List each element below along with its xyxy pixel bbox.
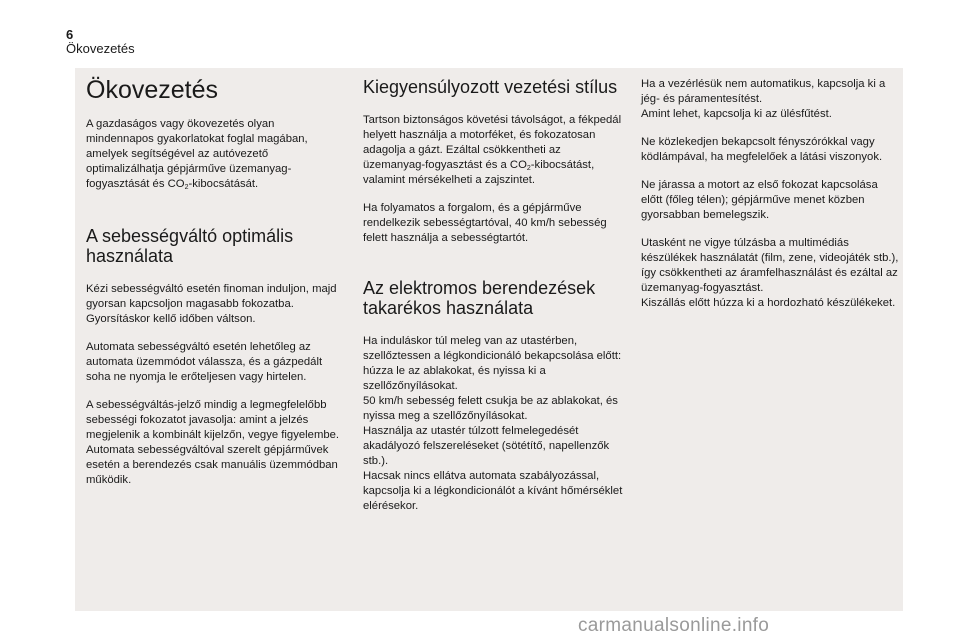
driving-style-paragraph-1 xyxy=(363,113,625,188)
column-1 xyxy=(86,68,344,501)
gearbox-paragraph-3: A sebességváltás-jelző mindig a legmegfelelőbb sebességi fokozatot javasolja: amint a jelzés megjelenik a kombinált kijelzőn, vegye figyelembe. Automata sebességváltóval szerelt gépjárművek esetén a berendezés csak manuális üzemmódban működik. xyxy=(86,399,340,486)
intro-subscript: 2 xyxy=(184,184,189,191)
section-heading-electrical: Az elektromos berendezések takarékos használata xyxy=(363,278,596,318)
tips-paragraph-3: Ne járassa a motort az első fokozat kapcsolása előtt (főleg télen); gépjárműve menet közben gyorsabban bemelegszik. xyxy=(641,179,878,221)
electrical-paragraph: Ha induláskor túl meleg van az utastérben, szellőztessen a légkondicionáló bekapcsolása előtt: húzza le az ablakokat, és nyissa ki a szellőzőnyílásokat. 50 km/h sebesség felett csukja be az ablakokat, és nyissa meg a szellőzőnyílásokat. Használja az utastér túlzott felmelegedését akadályozó felszereléseket (sötétítő, napellenzők stb.). Hacsak nincs ellátva automata szabályozással, kapcsolja ki a légkondicionálót a kívánt hőmérséklet elérésekor. xyxy=(363,335,623,512)
page-title: Ökovezetés xyxy=(86,76,219,104)
page-number: 6 xyxy=(66,27,74,42)
column-3 xyxy=(641,68,899,324)
intro-text-b: -kibocsátását. xyxy=(188,178,259,190)
watermark: carmanualsonline.info xyxy=(578,615,770,636)
column-2 xyxy=(363,68,625,527)
running-header: Ökovezetés xyxy=(66,41,135,56)
intro-paragraph xyxy=(86,117,344,192)
tips-paragraph-1: Ha a vezérlésük nem automatikus, kapcsolja ki a jég- és páramentesítést. Amint lehet, kapcsolja ki az ülésfűtést. xyxy=(641,78,886,120)
driving-style-paragraph-2: Ha folyamatos a forgalom, és a gépjárműve rendelkezik sebességtartóval, 40 km/h sebesség felett használja a sebességtartót. xyxy=(363,202,607,244)
driving-style-subscript: 2 xyxy=(526,165,531,172)
driving-style-text-b: -kibocsátást, valamint mérsékelheti a zajszintet. xyxy=(363,159,595,186)
driving-style-text-a: Tartson biztonságos követési távolságot, a fékpedál helyett használja a motorféket, és fokozatosan adagolja a gázt. Ezáltal csökkentheti az üzemanyag-fogyasztást és a CO xyxy=(363,114,622,171)
section-heading-driving-style: Kiegyensúlyozott vezetési stílus xyxy=(363,77,618,97)
gearbox-paragraph-2: Automata sebességváltó esetén lehetőleg az automata üzemmódot válassza, és a gázpedált soha ne nyomja le erőteljesen vagy hirtelen. xyxy=(86,341,323,383)
tips-paragraph-4: Utasként ne vigye túlzásba a multimédiás készülékek használatát (film, zene, videojáték stb.), így csökkentheti az áramfelhasználást és ezáltal az üzemanyag-fogyasztást. Kiszállás előtt húzza ki a hordozható készülékeket. xyxy=(641,237,899,309)
content-panel xyxy=(75,68,903,611)
section-heading-gearbox: A sebességváltó optimális használata xyxy=(86,226,294,266)
intro-text-a: A gazdaságos vagy ökovezetés olyan mindennapos gyakorlatokat foglal magában, amelyek segítségével az autóvezető optimalizálhatja gépjárműve üzemanyag-fogyasztását és CO xyxy=(86,118,308,190)
gearbox-paragraph-1: Kézi sebességváltó esetén finoman induljon, majd gyorsan kapcsoljon magasabb fokozatba. Gyorsításkor kellő időben váltson. xyxy=(86,283,337,325)
tips-paragraph-2: Ne közlekedjen bekapcsolt fényszórókkal vagy ködlámpával, ha megfelelőek a látási viszonyok. xyxy=(641,136,883,163)
